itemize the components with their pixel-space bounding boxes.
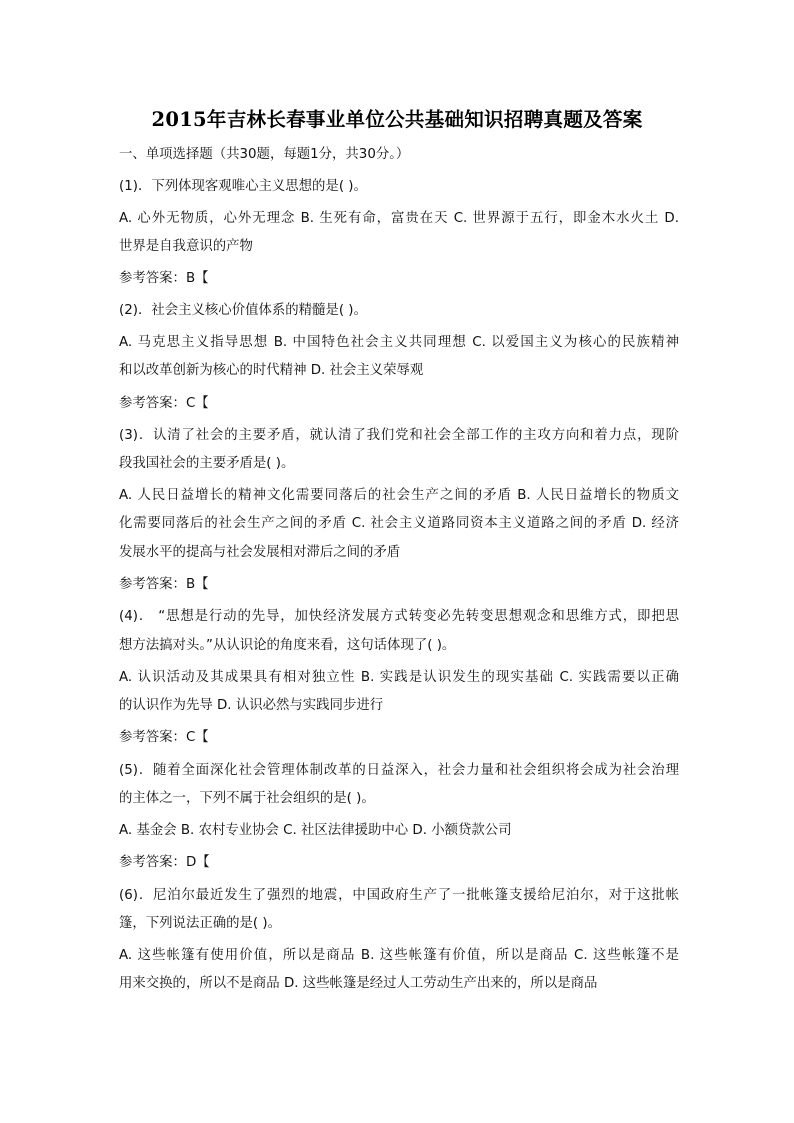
document-title: 2015年吉林长春事业单位公共基础知识招聘真题及答案 — [151, 108, 643, 131]
question-3-stem-line-2: 段我国社会的主要矛盾是( )。 — [119, 456, 295, 471]
question-2-stem-line-1: (2)．社会主义核心价值体系的精髓是( )。 — [119, 303, 367, 318]
question-4-answer: 参考答案：C【 — [119, 730, 209, 745]
question-3-options-line-1: A. 人民日益增长的精神文化需要同落后的社会生产之间的矛盾 B. 人民日益增长的物质文 — [119, 488, 679, 503]
question-5-stem-line-1: (5)．随着全面深化社会管理体制改革的日益深入，社会力量和社会组织将会成为社会治理 — [119, 763, 679, 778]
question-5-answer: 参考答案：D【 — [119, 855, 210, 870]
question-2-answer: 参考答案：C【 — [119, 396, 209, 411]
question-5-options-line-1: A. 基金会 B. 农村专业协会 C. 社区法律援助中心 D. 小额贷款公司 — [119, 823, 512, 838]
question-1-stem-line-1: (1)．下列体现客观唯心主义思想的是( )。 — [119, 179, 367, 194]
question-3-options-line-3: 发展水平的提高与社会发展相对滞后之间的矛盾 — [119, 545, 401, 560]
question-4-options-line-2: 的认识作为先导 D. 认识必然与实践同步进行 — [119, 698, 384, 713]
question-4-stem-line-2: 想方法搞对头。”从认识论的角度来看，这句话体现了( )。 — [119, 638, 456, 653]
question-4-stem-line-1: (4)． “思想是行动的先导，加快经济发展方式转变必先转变思想观念和思维方式，即把思 — [119, 609, 679, 624]
section-header: 一、单项选择题（共30题，每题1分，共30分。） — [119, 147, 410, 162]
question-1-options-line-2: 世界是自我意识的产物 — [119, 239, 253, 254]
question-3-answer: 参考答案：B【 — [119, 577, 209, 592]
question-6-stem-line-1: (6)．尼泊尔最近发生了强烈的地震，中国政府生产了一批帐篷支援给尼泊尔，对于这批帐 — [119, 888, 679, 903]
question-3-options-line-2: 化需要同落后的社会生产之间的矛盾 C. 社会主义道路同资本主义道路之间的矛盾 D. 经济 — [119, 516, 679, 531]
question-6-stem-line-2: 篷，下列说法正确的是( )。 — [119, 916, 282, 931]
question-3-stem-line-1: (3)．认清了社会的主要矛盾，就认清了我们党和社会全部工作的主攻方向和着力点，现阶 — [119, 428, 679, 443]
question-4-options-line-1: A. 认识活动及其成果具有相对独立性 B. 实践是认识发生的现实基础 C. 实践需要以正确 — [119, 670, 679, 685]
question-6-options-line-1: A. 这些帐篷有使用价值，所以是商品 B. 这些帐篷有价值，所以是商品 C. 这些帐篷不是 — [119, 948, 679, 963]
question-5-stem-line-2: 的主体之一，下列不属于社会组织的是( )。 — [119, 791, 375, 806]
question-1-answer: 参考答案：B【 — [119, 271, 209, 286]
question-2-options-line-2: 和以改革创新为核心的时代精神 D. 社会主义荣辱观 — [119, 363, 424, 378]
question-2-options-line-1: A. 马克思主义指导思想 B. 中国特色社会主义共同理想 C. 以爱国主义为核心的民族精神 — [119, 335, 679, 350]
question-1-options-line-1: A. 心外无物质，心外无理念 B. 生死有命，富贵在天 C. 世界源于五行，即金木水火土 D. — [119, 211, 679, 226]
question-6-options-line-2: 用来交换的，所以不是商品 D. 这些帐篷是经过人工劳动生产出来的，所以是商品 — [119, 976, 598, 991]
